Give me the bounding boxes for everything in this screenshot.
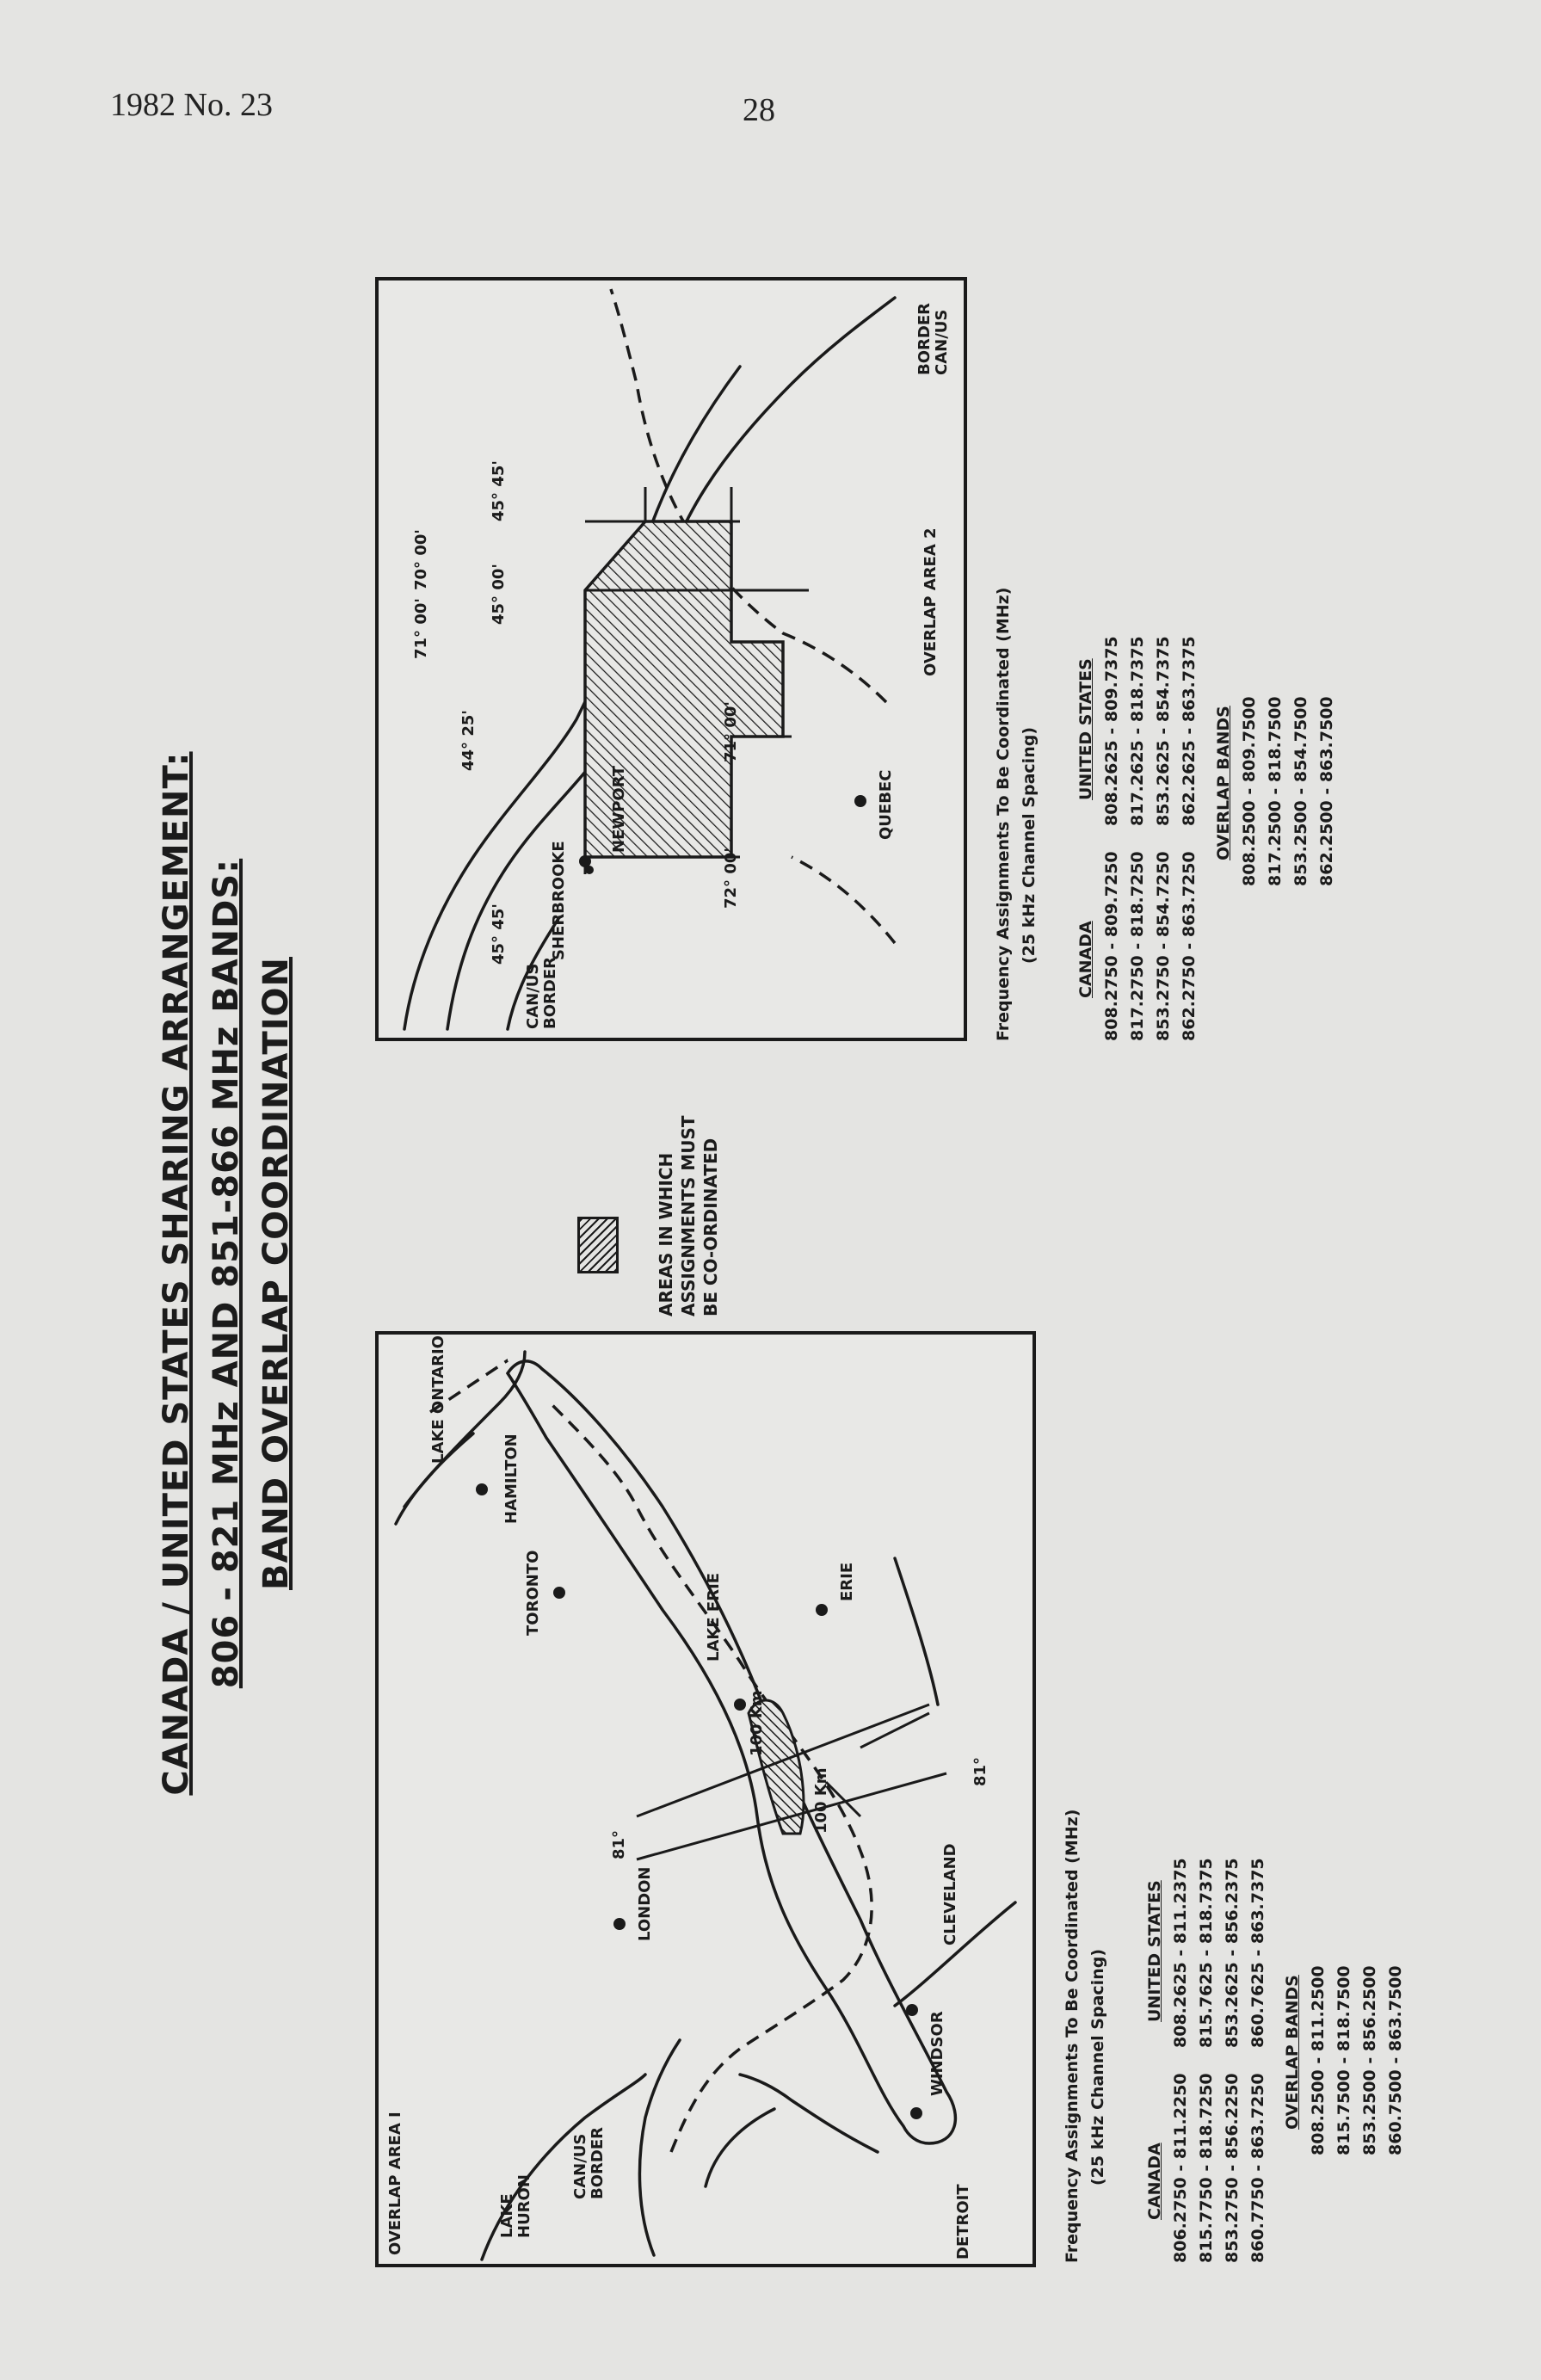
meridian-81-top-label: 81°: [609, 1829, 628, 1859]
freq-2-title: Frequency Assignments To Be Coordinated (MHz): [993, 587, 1013, 1041]
windsor-label: WINDSOR: [928, 2011, 946, 2096]
toronto-label: TORONTO: [523, 1550, 542, 1636]
freq-2-canada-row: 853.2750 - 854.7250: [1153, 851, 1173, 1041]
freq-1-overlap-row: 853.2500 - 856.2500: [1359, 1965, 1379, 2155]
distance-100km-label-2: 100 Km: [811, 1767, 830, 1834]
cleveland-label: CLEVELAND: [940, 1843, 959, 1945]
freq-2-us-row: 853.2625 - 854.7375: [1153, 636, 1173, 826]
freq-2-canada-row: 817.2750 - 818.7250: [1127, 851, 1147, 1041]
newport-label: NEWPORT: [609, 765, 628, 853]
freq-1-canada-row: 860.7750 - 863.7250: [1248, 2073, 1267, 2263]
overlap-area-1-map: [375, 1331, 1036, 2267]
title-line-2: 806 - 821 MHz AND 851-866 MHz BANDS:: [206, 858, 246, 1689]
title-line-1: CANADA / UNITED STATES SHARING ARRANGEMENT:: [156, 751, 196, 1796]
overlap-area-2-drawing: [379, 281, 964, 1038]
longitude-70-00-label: 70° 00': [411, 529, 430, 590]
freq-2-us-row: 808.2625 - 809.7375: [1101, 636, 1121, 826]
legend-text: [655, 1116, 722, 1317]
latitude-45-00-label: 45° 00': [489, 564, 508, 625]
legend-line-3: BE CO-ORDINATED: [700, 1138, 721, 1316]
frequency-table-area-2: [990, 267, 1352, 1041]
area-2-border-right-label-2: BORDER: [915, 303, 934, 375]
freq-1-canada-row: 853.2750 - 856.2250: [1222, 2073, 1242, 2263]
freq-1-us-row: 808.2625 - 811.2375: [1170, 1858, 1190, 2048]
freq-1-subtitle: (25 kHz Channel Spacing): [1088, 1949, 1107, 2186]
legend-line-2: ASSIGNMENTS MUST: [677, 1115, 699, 1316]
meridian-81-bottom-label: 81°: [971, 1756, 989, 1786]
area-1-border-label-2: BORDER: [588, 2127, 607, 2199]
freq-2-canada-row: 808.2750 - 809.7250: [1101, 851, 1121, 1041]
quebec-label: QUEBEC: [876, 769, 895, 840]
freq-2-us-row: 862.2625 - 863.7375: [1179, 636, 1199, 826]
freq-1-us-row: 853.2625 - 856.2375: [1222, 1858, 1242, 2048]
latitude-45-45-left-label: 45° 45': [489, 903, 508, 965]
longitude-71-00-bottom-label: 71° 00': [411, 598, 430, 659]
figure-sheet: [130, 232, 1412, 2315]
freq-2-canada-header: CANADA: [1076, 921, 1095, 998]
lake-ontario-label: LAKE ONTARIO: [428, 1335, 447, 1464]
freq-2-subtitle: (25 kHz Channel Spacing): [1019, 727, 1039, 964]
freq-2-overlap-column: [1211, 696, 1340, 886]
overlap-area-2-map: [375, 277, 967, 1041]
london-label: LONDON: [635, 1866, 654, 1941]
freq-2-canada-column: [1073, 851, 1202, 1041]
figure-title: [151, 232, 301, 2315]
freq-2-overlap-row: 808.2500 - 809.7500: [1239, 696, 1259, 886]
freq-2-us-column: [1073, 636, 1202, 826]
lake-erie-label: LAKE ERIE: [704, 1572, 723, 1662]
longitude-72-00-label: 72° 00': [721, 848, 740, 909]
freq-2-overlap-row: 817.2500 - 818.7500: [1265, 696, 1285, 886]
hamilton-label: HAMILTON: [502, 1434, 521, 1524]
freq-2-overlap-header: OVERLAP BANDS: [1213, 706, 1233, 860]
freq-2-overlap-row: 862.2500 - 863.7500: [1316, 696, 1336, 886]
distance-100km-label: 100 Km: [747, 1690, 766, 1756]
area-2-border-right-label: CAN/US: [932, 309, 951, 375]
overlap-area-1-drawing: [379, 1335, 1032, 2264]
freq-1-us-row: 860.7625 - 863.7375: [1248, 1858, 1267, 2048]
freq-1-overlap-row: 860.7500 - 863.7500: [1385, 1965, 1405, 2155]
freq-1-us-row: 815.7625 - 818.7375: [1196, 1858, 1216, 2048]
detroit-label: DETROIT: [953, 2184, 972, 2260]
latitude-44-25-label: 44° 25': [459, 710, 478, 771]
freq-2-overlap-row: 853.2500 - 854.7500: [1291, 696, 1310, 886]
freq-1-us-header: UNITED STATES: [1144, 1880, 1164, 2022]
freq-2-canada-row: 862.2750 - 863.7250: [1179, 851, 1199, 1041]
page-number: 28: [743, 92, 775, 128]
lake-huron-label: LAKE: [497, 2193, 516, 2238]
frequency-table-area-1: [1059, 1489, 1403, 2263]
freq-2-us-row: 817.2625 - 818.7375: [1127, 636, 1147, 826]
sherbrooke-label: SHERBROOKE: [549, 841, 568, 960]
title-line-3: BAND OVERLAP COORDINATION: [256, 957, 296, 1590]
page-header: [110, 86, 1431, 138]
area-2-border-label-2: BORDER: [540, 957, 559, 1029]
freq-1-overlap-header: OVERLAP BANDS: [1282, 1975, 1302, 2130]
freq-1-canada-row: 806.2750 - 811.2250: [1170, 2073, 1190, 2263]
freq-1-canada-column: [1142, 2073, 1271, 2263]
freq-1-overlap-row: 808.2500 - 811.2500: [1308, 1965, 1328, 2155]
freq-1-overlap-column: [1279, 1965, 1408, 2155]
lake-huron-label-2: HURON: [515, 2174, 533, 2238]
area-1-border-label: CAN/US: [570, 2133, 589, 2199]
legend-line-1: AREAS IN WHICH: [655, 1152, 676, 1316]
area-2-title: OVERLAP AREA 2: [921, 527, 940, 676]
freq-1-overlap-row: 815.7500 - 818.7500: [1334, 1965, 1353, 2155]
freq-1-canada-header: CANADA: [1144, 2143, 1164, 2220]
area-1-title: OVERLAP AREA I: [385, 2112, 404, 2255]
freq-1-title: Frequency Assignments To Be Coordinated (MHz): [1062, 1809, 1082, 2263]
area-2-border-label: CAN/US: [523, 963, 542, 1029]
erie-label: ERIE: [837, 1562, 856, 1601]
latitude-45-45-right-label: 45° 45': [489, 460, 508, 521]
publication-reference: 1982 No. 23: [110, 87, 273, 123]
freq-2-us-header: UNITED STATES: [1076, 658, 1095, 800]
freq-1-canada-row: 815.7750 - 818.7250: [1196, 2073, 1216, 2263]
longitude-71-00-label: 71° 00': [721, 701, 740, 762]
freq-1-us-column: [1142, 1858, 1271, 2048]
hatched-area-legend-icon: [577, 1217, 619, 1273]
